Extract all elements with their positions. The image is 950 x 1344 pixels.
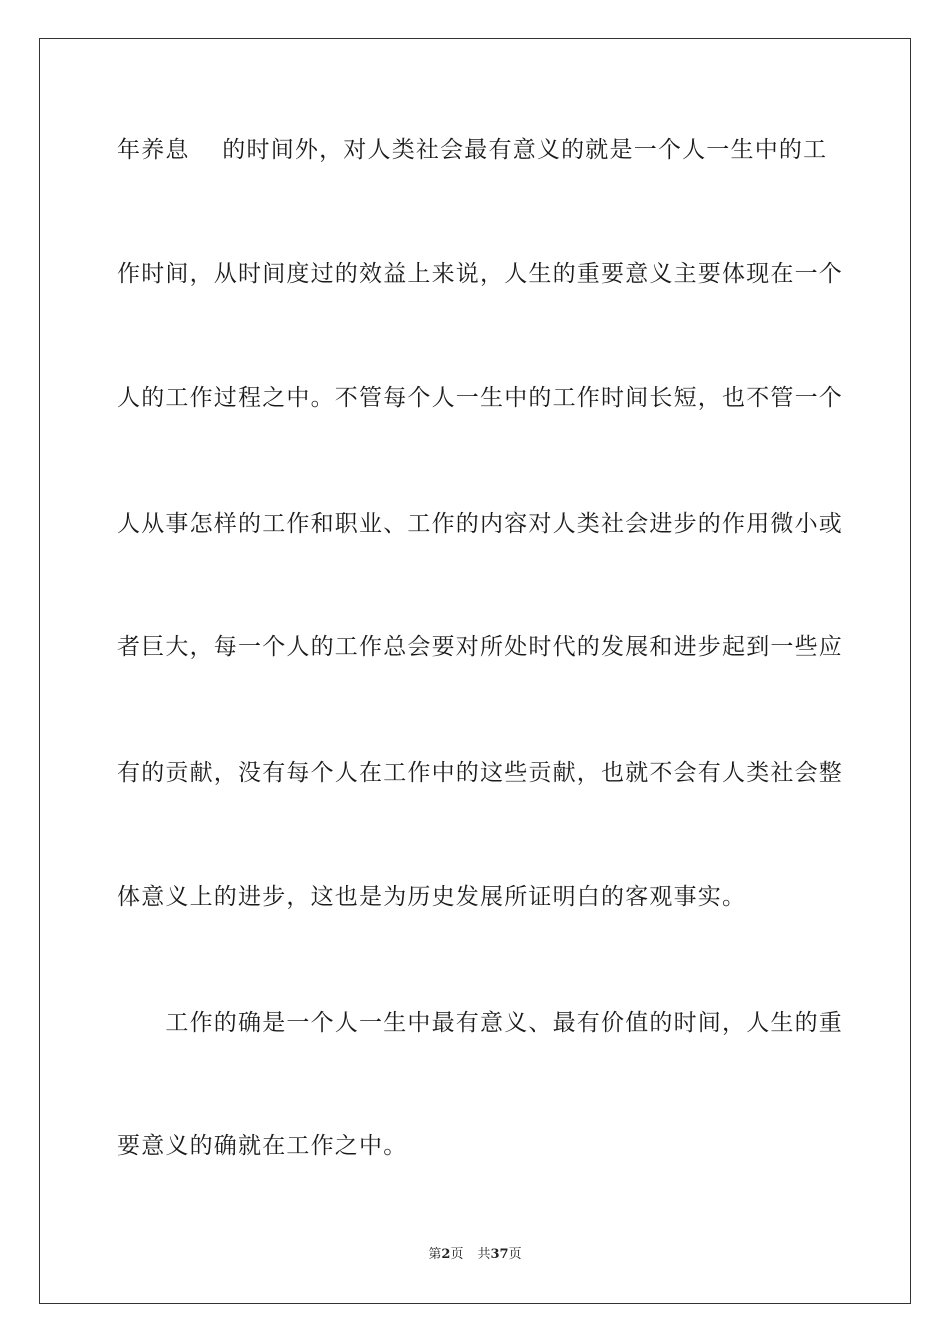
- page-suffix: 页: [450, 1247, 464, 1262]
- total-suffix: 页: [508, 1247, 522, 1262]
- text-line-6: 有的贡献，没有每个人在工作中的这些贡献，也就不会有人类社会整: [117, 760, 843, 786]
- text-line-5: 者巨大，每一个人的工作总会要对所处时代的发展和进步起到一些应: [117, 634, 843, 660]
- page-prefix: 第: [428, 1247, 442, 1262]
- text-line-9: 要意义的确就在工作之中。: [117, 1133, 408, 1159]
- total-prefix: 共: [477, 1247, 491, 1262]
- text-line-8: 工作的确是一个人一生中最有意义、最有价值的时间，人生的重: [117, 1010, 843, 1036]
- page-number: 2: [441, 1247, 451, 1262]
- page-footer: [0, 1246, 950, 1264]
- text-line-7: 体意义上的进步，这也是为历史发展所证明白的客观事实。: [117, 884, 747, 910]
- text-line-3: 人的工作过程之中。不管每个人一生中的工作时间长短，也不管一个: [117, 385, 843, 411]
- total-pages: 37: [490, 1247, 509, 1262]
- text-line-1: 年养息 的时间外，对人类社会最有意义的就是一个人一生中的工: [117, 137, 828, 163]
- text-line-2: 作时间，从时间度过的效益上来说，人生的重要意义主要体现在一个: [117, 261, 843, 287]
- page-border: [39, 38, 911, 1304]
- text-line-4: 人从事怎样的工作和职业、工作的内容对人类社会进步的作用微小或: [117, 511, 843, 537]
